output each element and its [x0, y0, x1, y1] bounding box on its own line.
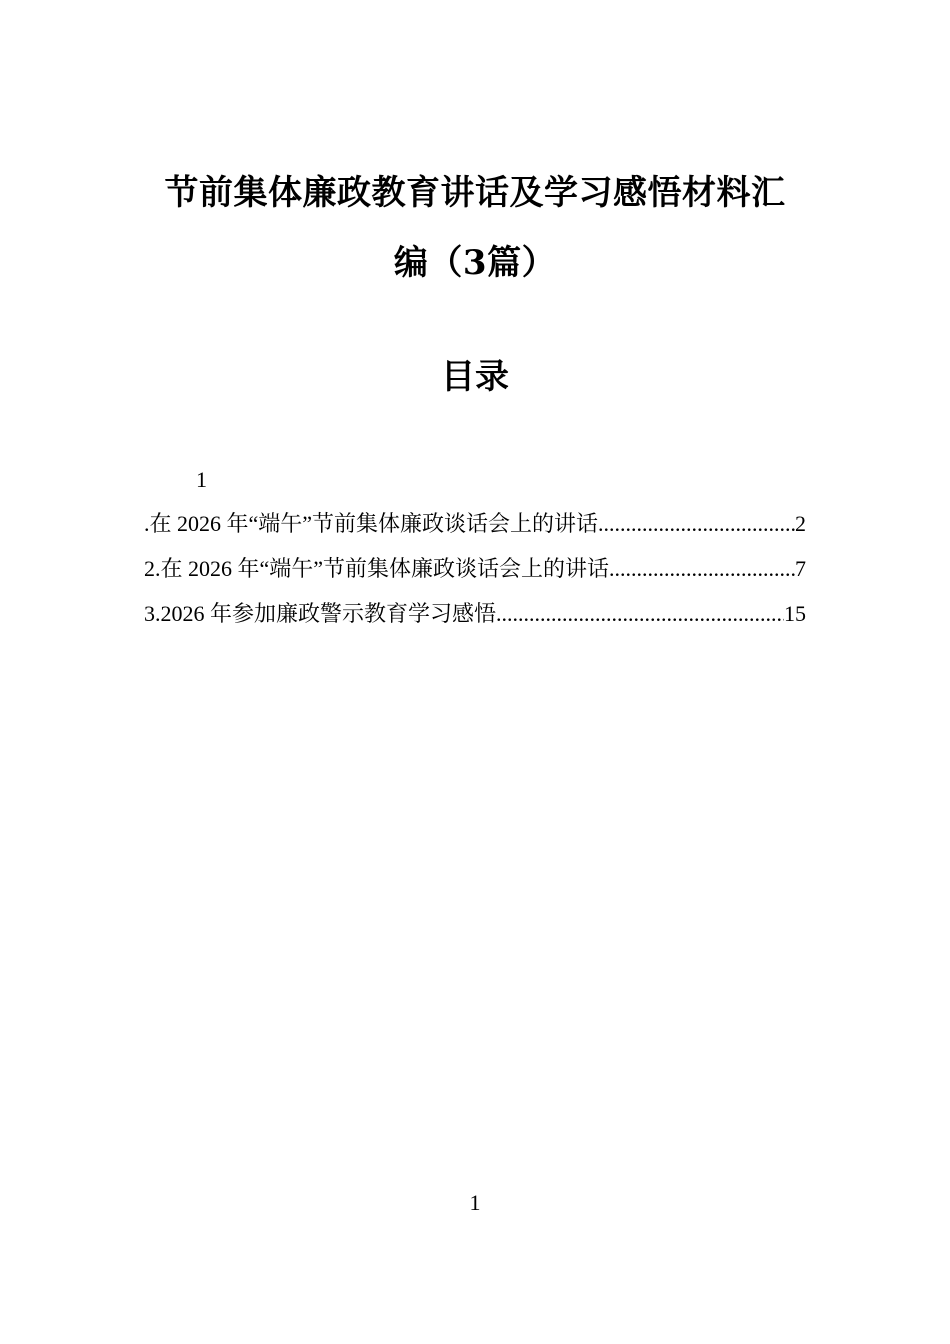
toc-entry-title: .在 2026 年“端午”节前集体廉政谈话会上的讲话 — [144, 511, 599, 536]
document-title — [140, 158, 810, 298]
toc-entry-page: 2 — [795, 511, 806, 536]
toc-stray-number: 1 — [196, 467, 207, 492]
toc-entry-page: 7 — [795, 556, 806, 581]
toc-entry[interactable] — [144, 506, 806, 551]
document-title-line-1: 节前集体廉政教育讲话及学习感悟材料汇 — [164, 173, 786, 213]
document-title-line-2: 编（3篇） — [393, 243, 557, 283]
toc-list — [144, 506, 806, 641]
toc-entry-title: 2.在 2026 年“端午”节前集体廉政谈话会上的讲话 — [144, 556, 610, 581]
page-number: 1 — [469, 1190, 481, 1215]
toc-heading: 目录 — [441, 357, 509, 397]
toc-dot-leader — [496, 596, 784, 632]
toc-dot-leader — [598, 506, 795, 542]
toc-entry[interactable] — [144, 596, 806, 641]
toc-entry[interactable] — [144, 551, 806, 596]
toc-dot-leader — [609, 551, 795, 587]
toc-entry-page: 15 — [784, 601, 806, 626]
toc-entry-title: 3.2026 年参加廉政警示教育学习感悟 — [144, 601, 497, 626]
